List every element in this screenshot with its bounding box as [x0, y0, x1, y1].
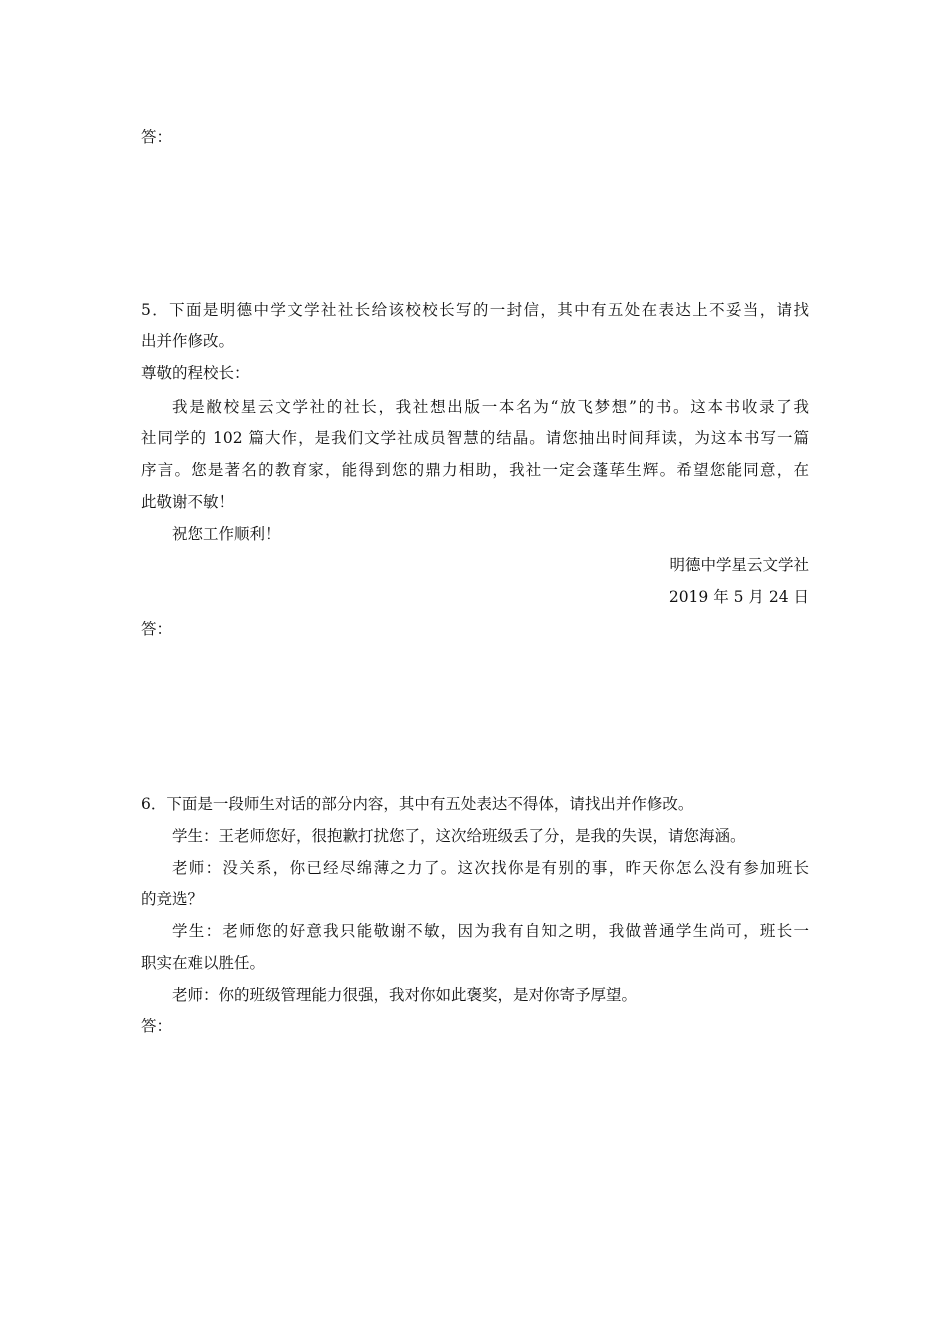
- letter-date: 2019 年 5 月 24 日: [668, 588, 809, 606]
- letter-body-line-4: 此敬谢不敏！: [141, 493, 235, 511]
- answer-label-question-6: 答：: [141, 1017, 173, 1035]
- letter-body-line-1: 我是敝校星云文学社的社长，我社想出版一本名为“放飞梦想”的书。这本书收录了我: [172, 398, 809, 416]
- dialogue-student-1: 学生：王老师您好，很抱歉打扰您了，这次给班级丢了分，是我的失误，请您海涵。: [172, 827, 746, 845]
- letter-body-line-2: 社同学的 102 篇大作，是我们文学社成员智慧的结晶。请您抽出时间拜读，为这本书写一篇: [141, 429, 809, 447]
- answer-label-top: 答：: [141, 128, 173, 146]
- dialogue-student-2-line-1: 学生：老师您的好意我只能敬谢不敏，因为我有自知之明，我做普通学生尚可，班长一: [172, 922, 809, 940]
- letter-salutation: 尊敬的程校长：: [141, 364, 250, 382]
- question-5-prompt-line-1: 5．下面是明德中学文学社社长给该校校长写的一封信，其中有五处在表达上不妥当，请找: [141, 301, 809, 319]
- letter-body-line-3: 序言。您是著名的教育家，能得到您的鼎力相助，我社一定会蓬荜生辉。希望您能同意，在: [141, 461, 809, 479]
- question-6-prompt: 6．下面是一段师生对话的部分内容，其中有五处表达不得体，请找出并作修改。: [141, 795, 694, 813]
- letter-closing: 祝您工作顺利！: [172, 525, 281, 543]
- dialogue-teacher-1-line-2: 的竞选？: [141, 890, 204, 908]
- question-5-prompt-line-2: 出并作修改。: [141, 332, 235, 350]
- dialogue-student-2-line-2: 职实在难以胜任。: [141, 954, 266, 972]
- answer-label-question-5: 答：: [141, 620, 173, 638]
- letter-signature: 明德中学星云文学社: [669, 556, 809, 574]
- dialogue-teacher-2: 老师：你的班级管理能力很强，我对你如此褒奖，是对你寄予厚望。: [172, 986, 638, 1004]
- dialogue-teacher-1-line-1: 老师：没关系，你已经尽绵薄之力了。这次找你是有别的事，昨天你怎么没有参加班长: [172, 859, 809, 877]
